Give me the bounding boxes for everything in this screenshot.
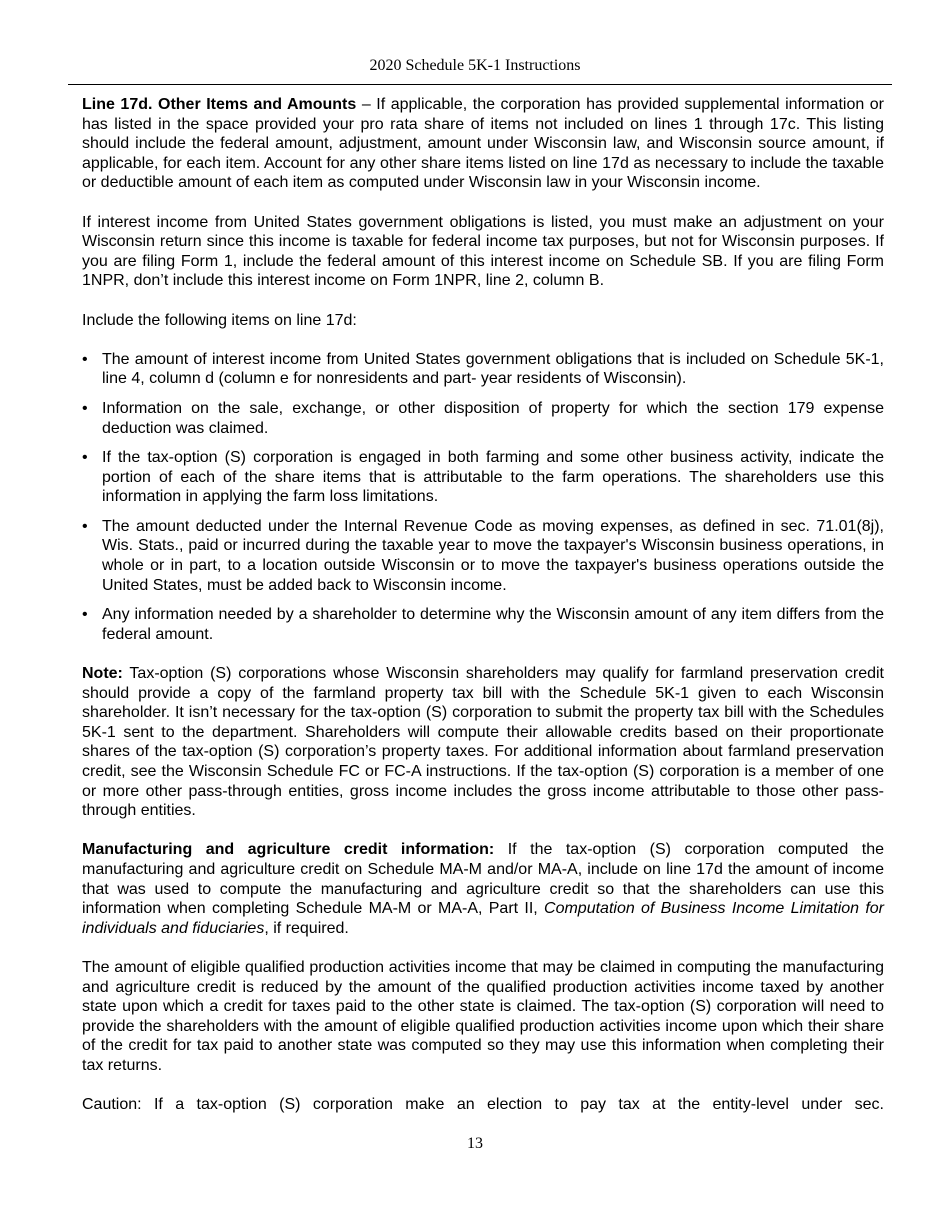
list-item: [82, 350, 884, 389]
manufacturing-text: If the tax-option (S) corporation computed the manufacturing and agriculture credit on Schedule MA-M and/or MA-A, include on line 17d the amount of income that was used to compute the manufacturing and agriculture credit so that the shareholders can use this information when completing Schedule MA-M or MA-A, Part II,: [82, 841, 884, 918]
page-content: [82, 95, 884, 1134]
bullet-icon: •: [82, 606, 88, 624]
list-item-text: The amount deducted under the Internal Revenue Code as moving expenses, as defined in sec. 71.01(8j), Wis. Stats., paid or incurred during the taxable year to move the taxpayer's Wisconsin business operations, in whole or in part, to a location outside Wisconsin or to move the taxpayer's business operations outside the United States, must be added back to Wisconsin income.: [102, 517, 884, 594]
list-item: [82, 448, 884, 507]
list-item-text: If the tax-option (S) corporation is engaged in both farming and some other business activity, indicate the portion of each of the share items that is attributable to the farm operations. The shareholders use this information in applying the farm loss limitations.: [102, 449, 884, 506]
manufacturing-paragraph: [82, 840, 884, 938]
header-rule: [68, 84, 892, 85]
qualified-production-paragraph: The amount of eligible qualified production activities income that may be claimed in computing the manufacturing and agriculture credit is reduced by the amount of the qualified production activities income taxed by another state upon which a credit for taxes paid to the other state is claimed. The tax-option (S) corporation will need to provide the shareholders with the amount of eligible qualified production activities income upon which their share of the credit for tax paid to another state was computed so they may use this information when completing their tax returns.: [82, 958, 884, 1074]
manufacturing-text-end: , if required.: [264, 919, 349, 937]
line-17d-paragraph: [82, 95, 884, 193]
line-17d-text: – If applicable, the corporation has provided supplemental information or has listed in the space provided your pro rata share of items not included on lines 1 through 17c. This listing should include the federal amount, adjustment, amount under Wisconsin law, and Wisconsin source amount, if applicable, for each item. Account for any other share items listed on line 17d as necessary to include the taxable or deductible amount of each item as computed under Wisconsin law in your Wisconsin income.: [82, 96, 885, 192]
include-intro: Include the following items on line 17d:: [82, 311, 357, 329]
manufacturing-italic-title: Computation of Business Income Limitation for individuals and fiduciaries: [82, 900, 885, 937]
interest-paragraph: If interest income from United States government obligations is listed, you must make an adjustment on your Wisconsin return since this income is taxable for federal income tax purposes, but not for Wisconsin purposes. If you are filing Form 1, include the federal amount of this interest income on Schedule SB. If you are filing Form 1NPR, don’t include this interest income on Form 1NPR, line 2, column B.: [82, 213, 884, 290]
caution-paragraph: Caution: If a tax-option (S) corporation make an election to pay tax at the entity-level under sec.: [82, 1096, 884, 1114]
note-text: Tax-option (S) corporations whose Wisconsin shareholders may qualify for farmland preservation credit should provide a copy of the farmland property tax bill with the Schedule 5K-1 given to each Wisconsin shareholder. It isn’t necessary for the tax-option (S) corporation to submit the property tax bill with the Schedules 5K-1 sent to the department. Shareholders will compute their allowable credits based on their proportionate shares of the tax-option (S) corporation’s property taxes. For additional information about farmland preservation credit, see the Wisconsin Schedule FC or FC-A instructions. If the tax-option (S) corporation is a member of one or more other pass-through entities, gross income includes the gross income attributable to those other pass-through entities.: [82, 665, 884, 820]
items-list: [82, 350, 884, 645]
list-item: [82, 399, 884, 438]
list-item: [82, 605, 884, 644]
list-item-text: The amount of interest income from United States government obligations that is included on Schedule 5K-1, line 4, column d (column e for nonresidents and part- year residents of Wisconsin).: [102, 350, 884, 388]
line-17d-heading: Line 17d. Other Items and Amounts: [82, 96, 357, 113]
page-number: 13: [467, 1135, 483, 1152]
manufacturing-label: Manufacturing and agriculture credit information:: [82, 841, 495, 859]
list-item-text: Any information needed by a shareholder to determine why the Wisconsin amount of any item differs from the federal amount.: [102, 606, 884, 643]
bullet-icon: •: [82, 517, 88, 535]
bullet-icon: •: [82, 449, 88, 467]
list-item: [82, 517, 884, 595]
list-item-text: Information on the sale, exchange, or other disposition of property for which the section 179 expense deduction was claimed.: [102, 399, 884, 437]
bullet-icon: •: [82, 350, 88, 368]
note-paragraph: [82, 664, 884, 821]
bullet-icon: •: [82, 399, 88, 417]
page-header: 2020 Schedule 5K-1 Instructions: [369, 57, 581, 74]
note-label: Note:: [82, 665, 123, 683]
